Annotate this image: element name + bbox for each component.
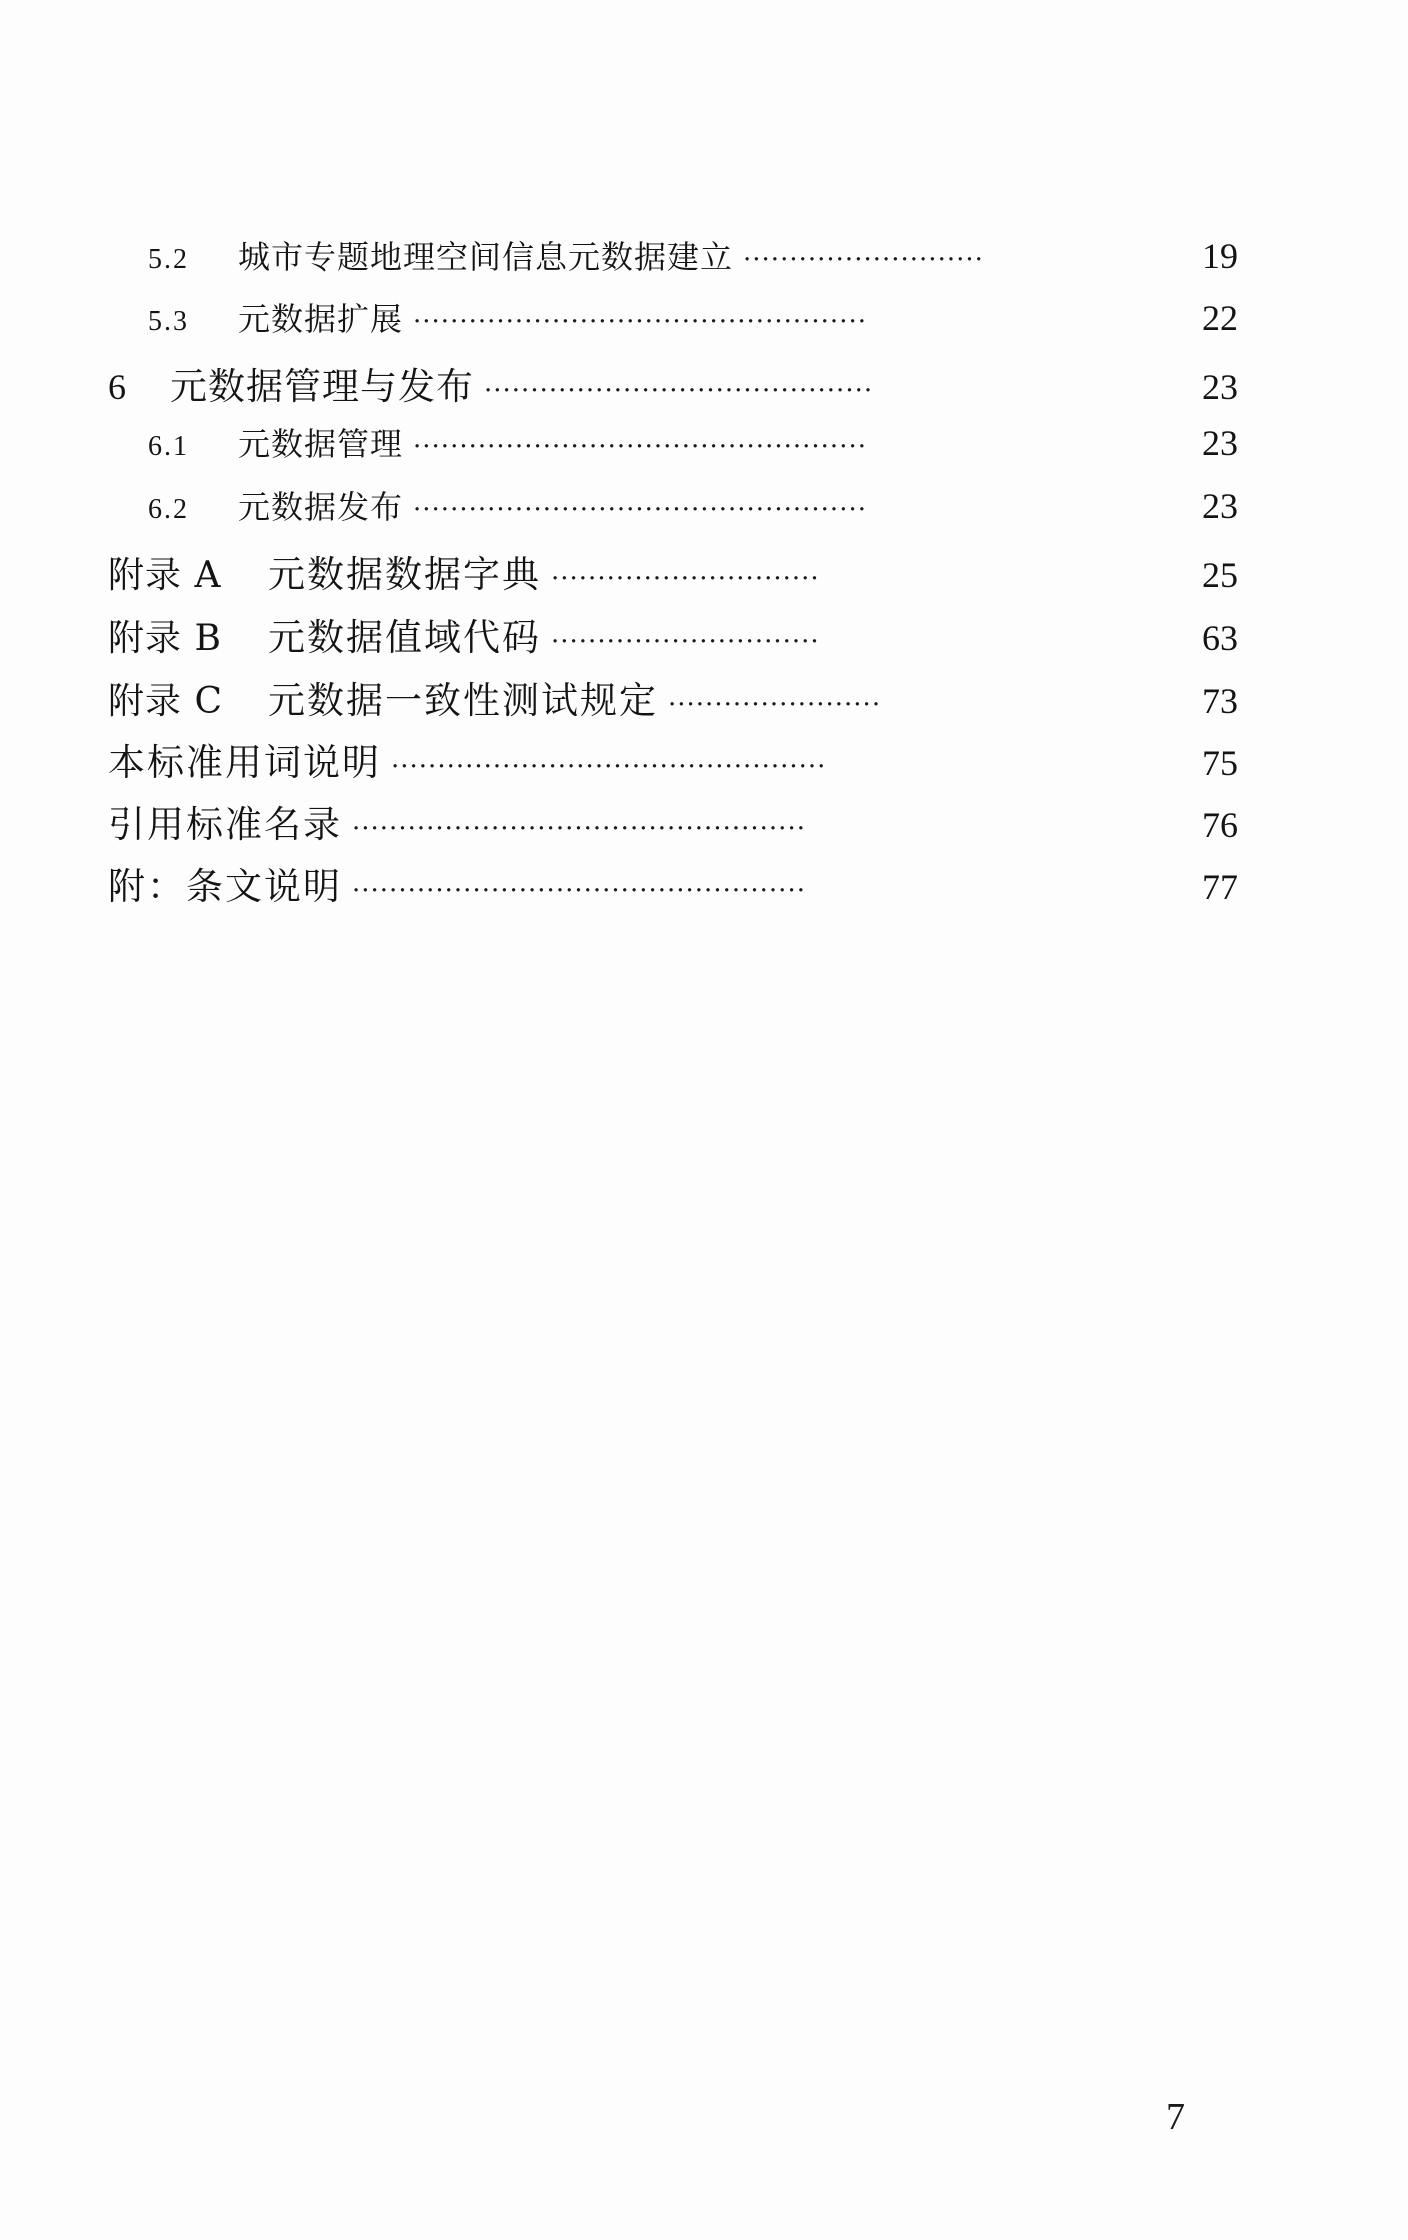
- toc-dot-leader: ··························: [743, 245, 984, 275]
- toc-entry-page: 23: [1202, 486, 1238, 526]
- toc-entry-page: 76: [1202, 805, 1238, 845]
- toc-dot-leader: ···············································: [391, 752, 827, 782]
- page-number: 7: [1166, 2096, 1185, 2138]
- toc-dot-leader: ··········································: [484, 376, 874, 406]
- toc-entry-title: 引用标准名录: [108, 803, 342, 846]
- toc-entry-page: 22: [1202, 298, 1238, 338]
- toc-entry-title: 元数据管理: [238, 425, 404, 463]
- toc-dot-leader: ·················································: [413, 307, 867, 337]
- toc-entry-page: 77: [1202, 867, 1238, 907]
- toc-entry-number: 6: [108, 367, 126, 407]
- toc-entry-title: 城市专题地理空间信息元数据建立: [238, 238, 734, 276]
- toc-entry-number: 5.2: [148, 244, 189, 275]
- toc-dot-leader: ·····························: [551, 564, 820, 594]
- toc-entry-title: 元数据值域代码: [268, 616, 541, 659]
- toc-entry-title: 附：条文说明: [108, 865, 342, 908]
- toc-entry-title: 本标准用词说明: [108, 741, 381, 784]
- toc-dot-leader: ·······················: [668, 690, 882, 720]
- toc-entry-title: 元数据扩展: [238, 300, 404, 338]
- toc-entry: [108, 544, 1238, 598]
- toc-dot-leader: ·················································: [352, 876, 806, 906]
- toc-entry-page: 73: [1202, 681, 1238, 721]
- toc-entry-number: 5.3: [148, 306, 189, 337]
- toc-entry-title: 元数据管理与发布: [170, 365, 474, 408]
- toc-entry-page: 23: [1202, 367, 1238, 407]
- toc-entry-number: 6.2: [148, 494, 189, 525]
- toc-entry: [148, 482, 1238, 528]
- toc-entry-page: 25: [1202, 555, 1238, 595]
- toc-entry: [148, 419, 1238, 465]
- toc-dot-leader: ·················································: [413, 432, 867, 462]
- toc-entry: [108, 670, 1238, 724]
- toc-entry: [108, 794, 1238, 848]
- toc-entry-title: 元数据数据字典: [268, 553, 541, 596]
- toc-entry-page: 19: [1202, 236, 1238, 276]
- toc-entry-page: 63: [1202, 618, 1238, 658]
- toc-entry: [108, 607, 1238, 661]
- toc-entry: [108, 856, 1238, 910]
- toc-entry-title: 元数据一致性测试规定: [268, 679, 658, 722]
- toc-entry: [108, 732, 1238, 786]
- toc-entry-number: 6.1: [148, 431, 189, 462]
- toc-entry-page: 23: [1202, 423, 1238, 463]
- toc-entry: [108, 356, 1238, 410]
- toc-entry-number: 附录 B: [108, 618, 222, 659]
- toc-dot-leader: ·················································: [413, 495, 867, 525]
- toc-entry: [148, 294, 1238, 340]
- toc-dot-leader: ·················································: [352, 814, 806, 844]
- toc-entry-number: 附录 C: [108, 681, 223, 722]
- toc-entry: [148, 232, 1238, 278]
- toc-entry-title: 元数据发布: [238, 488, 404, 526]
- toc-dot-leader: ·····························: [551, 627, 820, 657]
- toc-entry-page: 75: [1202, 743, 1238, 783]
- toc-entry-number: 附录 A: [108, 555, 222, 596]
